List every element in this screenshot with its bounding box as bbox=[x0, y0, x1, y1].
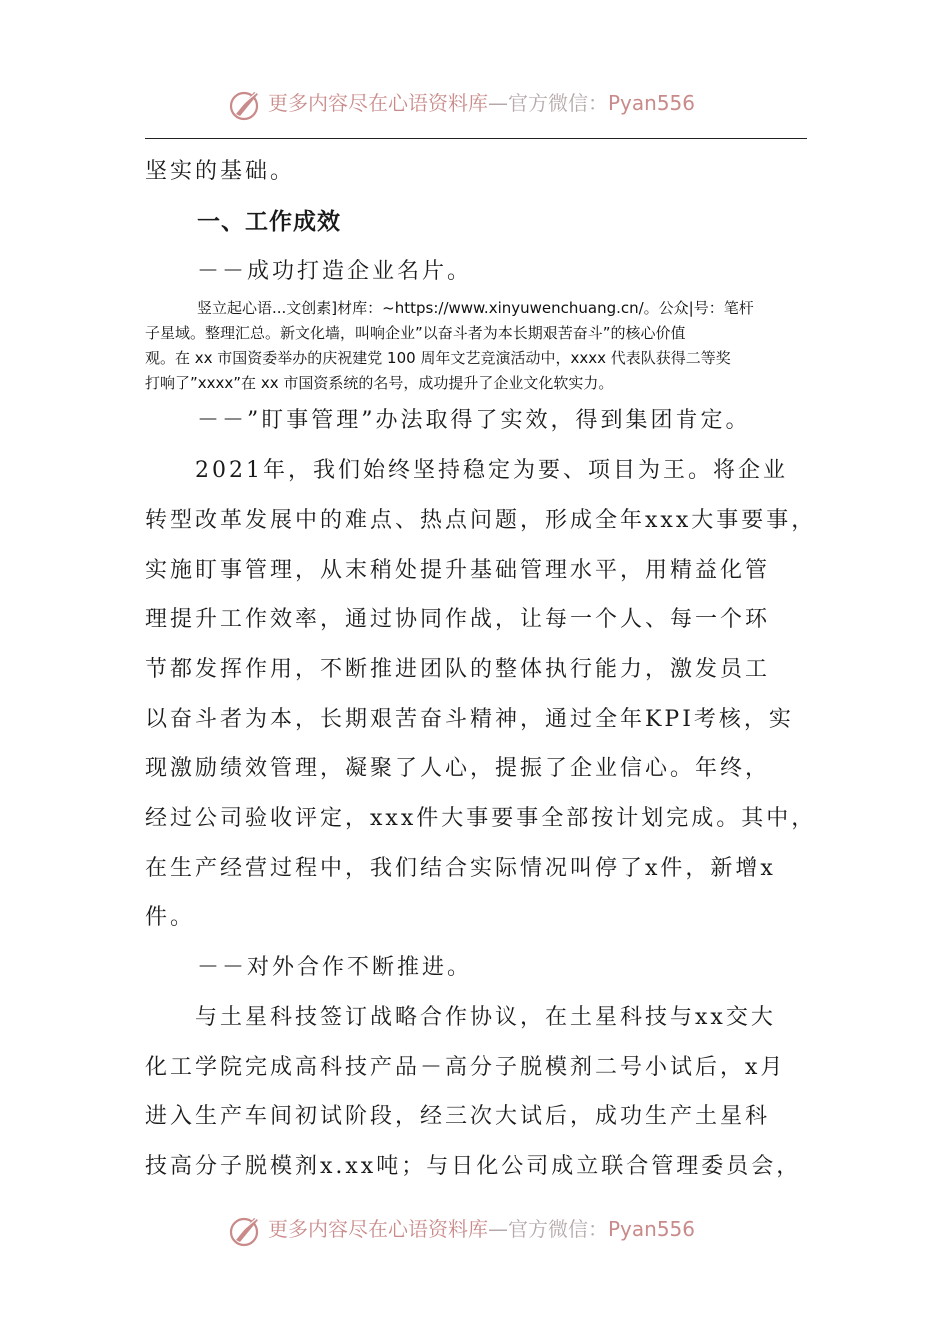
text-line: 与土星科技签订战略合作协议，在土星科技与xx交大 bbox=[145, 1005, 776, 1030]
text-line: 节都发挥作用，不断推进团队的整体执行能力，激发员工 bbox=[145, 657, 771, 682]
quill-logo-icon bbox=[228, 1212, 264, 1248]
small-line: 竖立起心语...文创素]材库：~https://www.xinyuwenchuang.cn/。公众|号：笔杆 bbox=[197, 299, 754, 317]
text-line: 以奋斗者为本，长期艰苦奋斗精神，通过全年KPI考核，实 bbox=[145, 707, 794, 732]
subheading: －－成功打造企业名片。 bbox=[197, 259, 473, 284]
section-heading: 一、工作成效 bbox=[197, 209, 341, 235]
small-print-paragraph bbox=[145, 296, 813, 396]
text-line: 实施盯事管理，从末稍处提升基础管理水平，用精益化管 bbox=[145, 558, 771, 583]
header-rule bbox=[145, 138, 807, 139]
text-line: 在生产经营过程中，我们结合实际情况叫停了x件，新增x bbox=[145, 856, 776, 881]
text-line: 坚实的基础。 bbox=[145, 159, 296, 184]
small-line: 打响了”xxxx”在 xx 市国资系统的名号，成功提升了企业文化软实力。 bbox=[145, 374, 614, 392]
watermark-banner-top bbox=[0, 84, 950, 124]
subheading: －－”盯事管理”办法取得了实效，得到集团肯定。 bbox=[197, 408, 751, 433]
small-line: 子星域。整理汇总。新文化墙，叫响企业”以奋斗者为本长期艰苦奋斗”的核心价值 bbox=[145, 324, 686, 342]
watermark-banner-bottom bbox=[0, 1210, 950, 1250]
watermark-text: 更多内容尽在心语资料库—官方微信：Pyan556 bbox=[268, 91, 696, 115]
quill-logo-icon bbox=[228, 86, 264, 122]
watermark-text: 更多内容尽在心语资料库—官方微信：Pyan556 bbox=[268, 1217, 696, 1241]
small-line: 观。在 xx 市国资委举办的庆祝建党 100 周年文艺竞演活动中，xxxx 代表队获得二等奖 bbox=[145, 349, 731, 367]
text-line: 理提升工作效率，通过协同作战，让每一个人、每一个环 bbox=[145, 607, 771, 632]
text-line: 现激励绩效管理，凝聚了人心，提振了企业信心。年终， bbox=[145, 756, 771, 781]
text-line: 技高分子脱模剂x.xx吨；与日化公司成立联合管理委员会， bbox=[145, 1154, 802, 1179]
text-line: 转型改革发展中的难点、热点问题，形成全年xxx大事要事， bbox=[145, 508, 817, 533]
subheading: －－对外合作不断推进。 bbox=[197, 955, 473, 980]
text-line: 经过公司验收评定，xxx件大事要事全部按计划完成。其中， bbox=[145, 806, 817, 831]
text-line: 件。 bbox=[145, 905, 196, 930]
text-line: 化工学院完成高科技产品－高分子脱模剂二号小试后，x月 bbox=[145, 1055, 786, 1080]
text-line: 进入生产车间初试阶段，经三次大试后，成功生产土星科 bbox=[145, 1104, 771, 1129]
text-line: 2021年，我们始终坚持稳定为要、项目为王。将企业 bbox=[145, 458, 788, 483]
